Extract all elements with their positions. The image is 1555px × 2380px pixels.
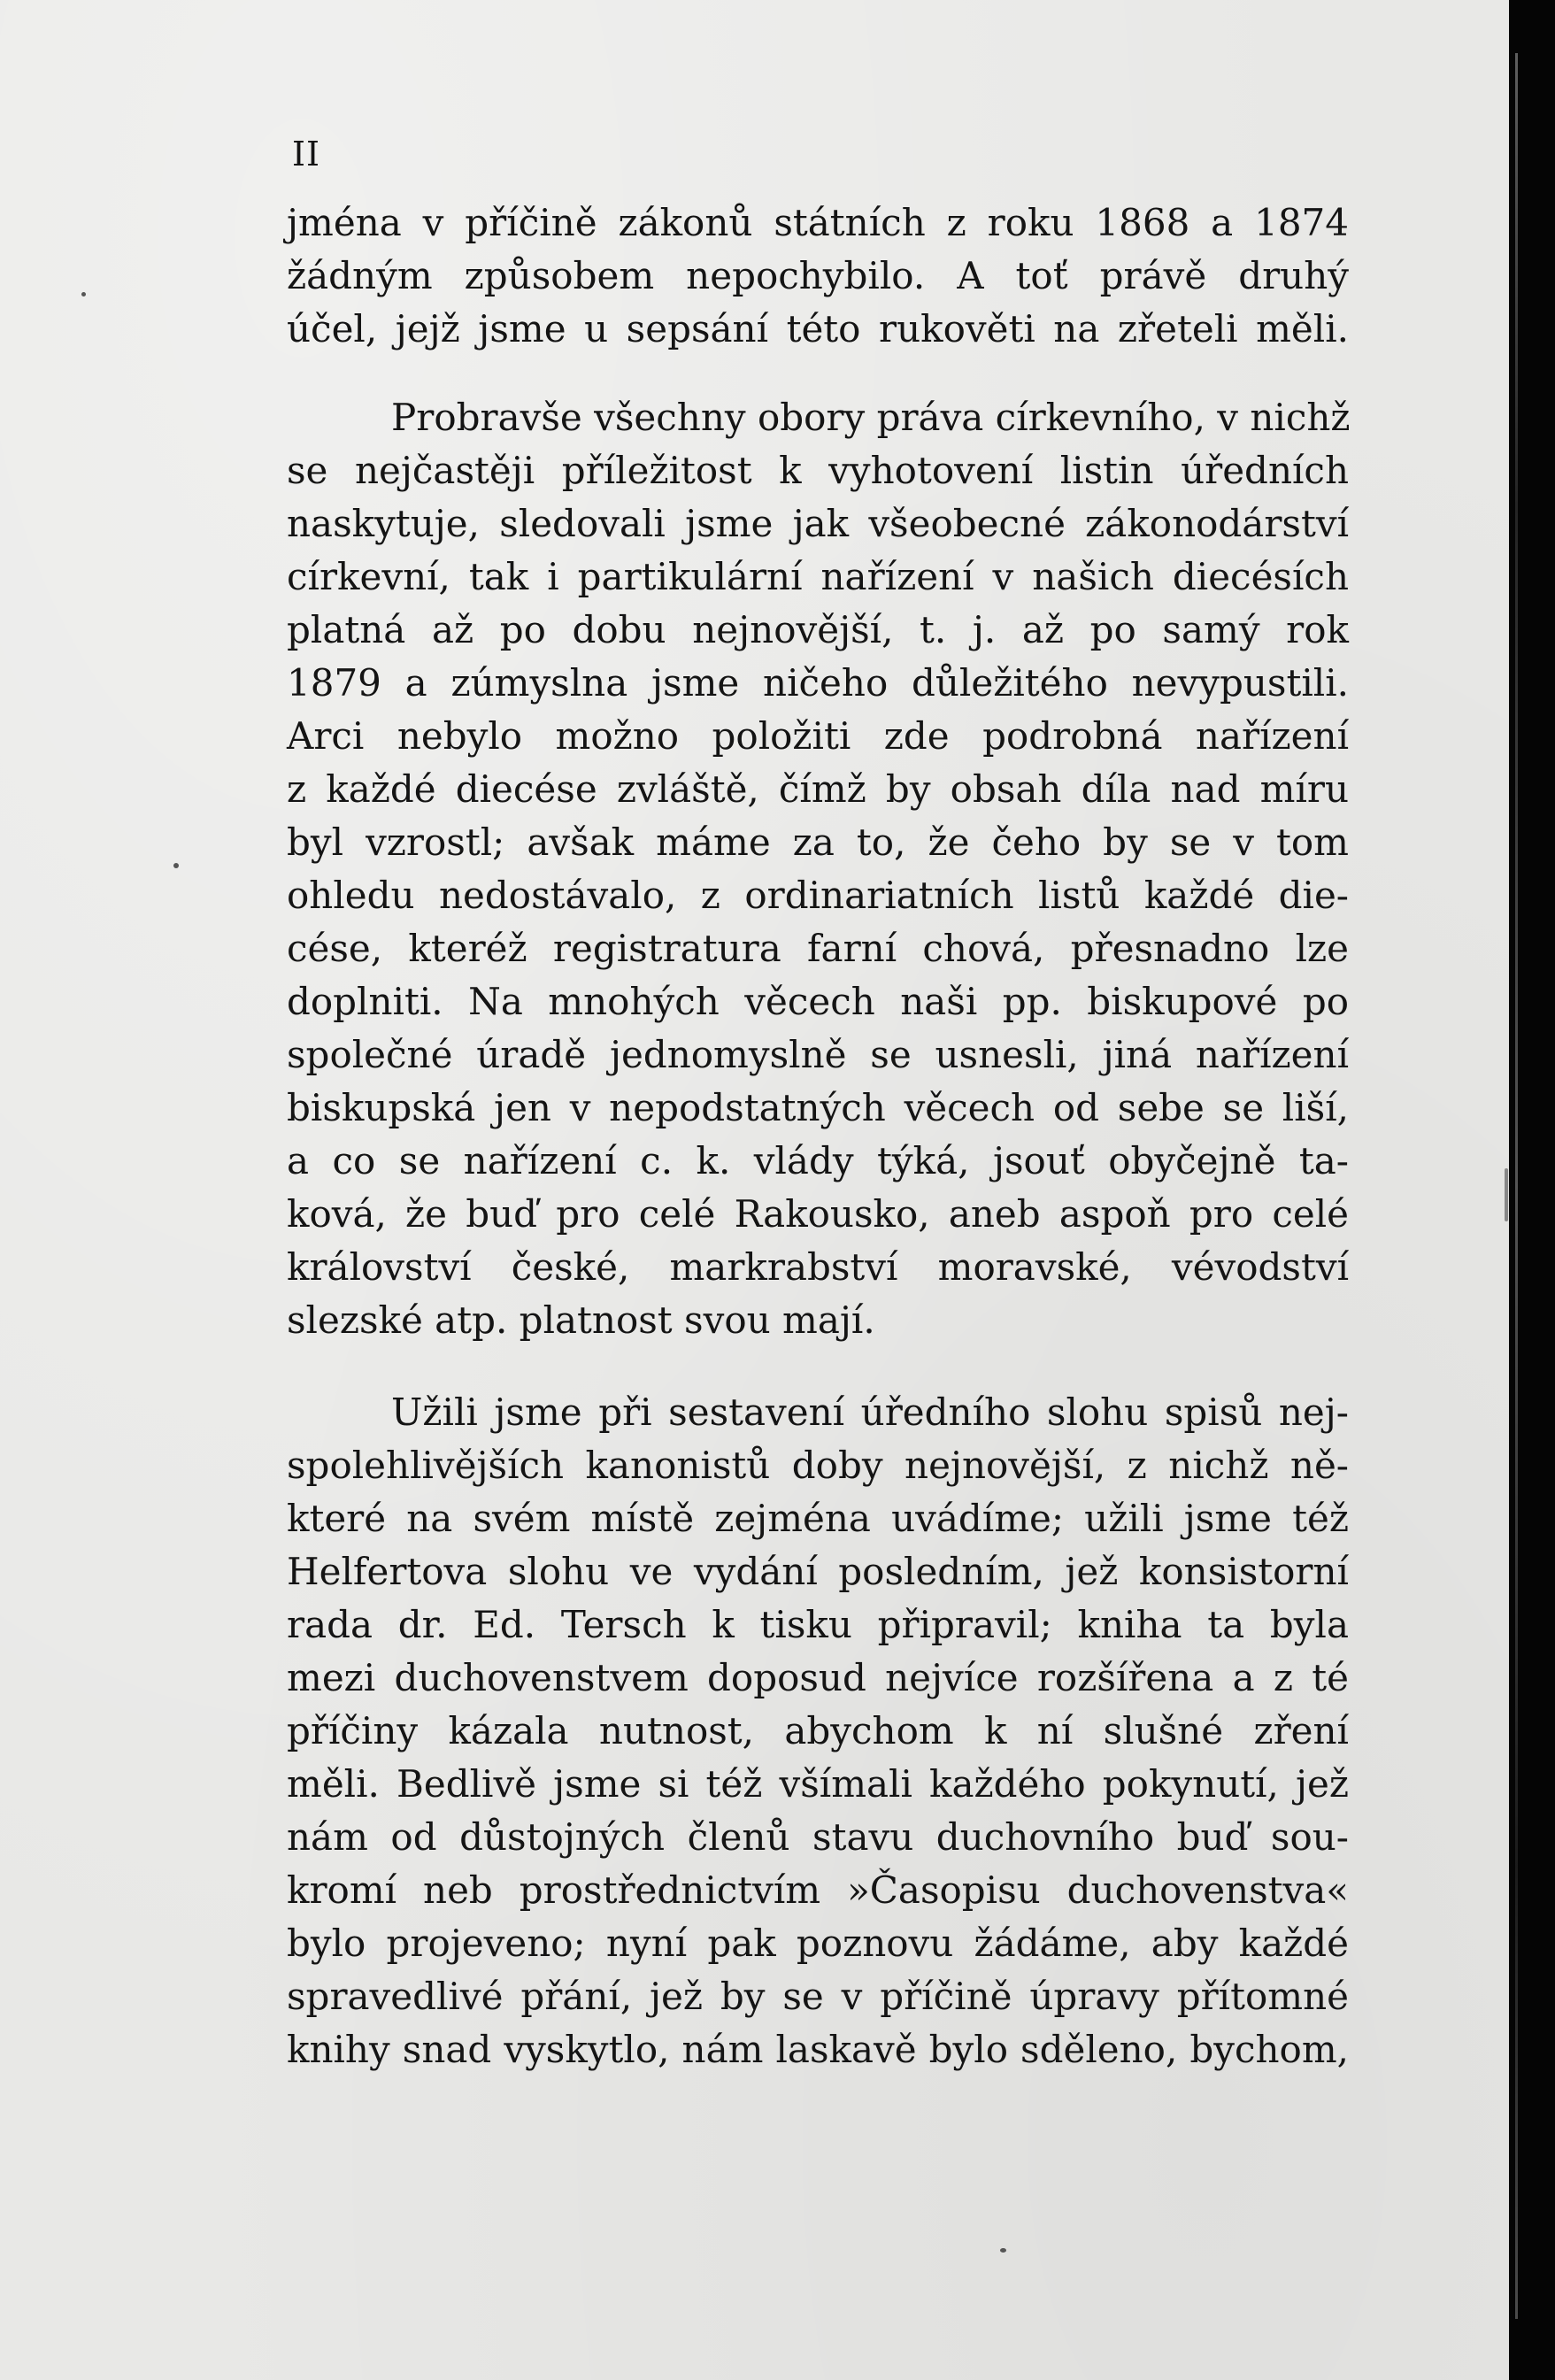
text-line: království české, markrabství moravské, vévodství [287, 1245, 1349, 1289]
text-line: doplniti. Na mnohých věcech naši pp. biskupové po [287, 980, 1349, 1023]
text-line: mezi duchovenstvem doposud nejvíce rozšířena a z té [287, 1656, 1349, 1699]
paragraph-3 [287, 1386, 1349, 2076]
paragraph-1 [287, 196, 1349, 356]
text-line: Helfertova slohu ve vydání posledním, jež konsistorní [287, 1550, 1349, 1593]
scan-speck [81, 292, 86, 297]
page-edge [1515, 53, 1518, 2319]
scan-speck [173, 863, 179, 868]
text-line: měli. Bedlivě jsme si též všímali každého pokynutí, jež [287, 1762, 1349, 1806]
text-line: byl vzrostl; avšak máme za to, že čeho by se v tom [287, 820, 1349, 864]
text-line: ková, že buď pro celé Rakousko, aneb aspoň pro celé [287, 1192, 1349, 1236]
text-line: platná až po dobu nejnovější, t. j. až po samý rok [287, 608, 1349, 651]
text-line: rada dr. Ed. Tersch k tisku připravil; kniha ta byla [287, 1603, 1349, 1646]
text-line: spravedlivé přání, jež by se v příčině úpravy přítomné [287, 1975, 1349, 2018]
text-line: jména v příčině zákonů státních z roku 1868 a 1874 [287, 201, 1349, 244]
text-line: bylo projeveno; nyní pak poznovu žádáme, aby každé [287, 1922, 1349, 1965]
text-line: Arci nebylo možno položiti zde podrobná nařízení [287, 714, 1349, 758]
scan-speck [1505, 1168, 1508, 1221]
scan-speck [1000, 2248, 1006, 2253]
text-line: 1879 a zúmyslna jsme ničeho důležitého nevypustili. [287, 661, 1349, 705]
text-line: a co se nařízení c. k. vlády týká, jsouť obyčejně ta- [287, 1139, 1349, 1182]
text-line: účel, jejž jsme u sepsání této rukověti na zřeteli měli. [287, 307, 1349, 350]
text-line: Probravše všechny obory práva církevního, v nichž [391, 396, 1351, 439]
text-line: spolehlivějších kanonistů doby nejnovější, z nichž ně- [287, 1444, 1349, 1487]
text-line: nám od důstojných členů stavu duchovního buď sou- [287, 1815, 1349, 1859]
text-line: slezské atp. platnost svou mají. [287, 1298, 875, 1342]
text-line: se nejčastěji příležitost k vyhotovení listin úředních [287, 449, 1349, 492]
text-line: naskytuje, sledovali jsme jak všeobecné zákonodárství [287, 502, 1349, 545]
page-number: II [292, 135, 321, 173]
text-line: Užili jsme při sestavení úředního slohu spisů nej- [391, 1390, 1349, 1434]
paragraph-2 [287, 391, 1349, 1347]
text-line: knihy snad vyskytlo, nám laskavě bylo sděleno, bychom, [287, 2028, 1349, 2071]
text-line: které na svém místě zejména uvádíme; užili jsme též [287, 1497, 1349, 1540]
text-line: společné úradě jednomyslně se usnesli, jiná nařízení [287, 1033, 1349, 1076]
text-line: příčiny kázala nutnost, abychom k ní slušné zření [287, 1709, 1349, 1752]
text-line: biskupská jen v nepodstatných věcech od sebe se liší, [287, 1086, 1349, 1129]
text-line: cése, kteréž registratura farní chová, přesnadno lze [287, 927, 1349, 970]
text-line: z každé diecése zvláště, čímž by obsah díla nad míru [287, 767, 1349, 811]
text-line: ohledu nedostávalo, z ordinariatních listů každé die- [287, 874, 1349, 917]
text-line: kromí neb prostřednictvím »Časopisu duchovenstva« [287, 1868, 1349, 1912]
text-line: žádným způsobem nepochybilo. A toť právě druhý [287, 254, 1349, 297]
text-line: církevní, tak i partikulární nařízení v našich diecésích [287, 555, 1349, 598]
